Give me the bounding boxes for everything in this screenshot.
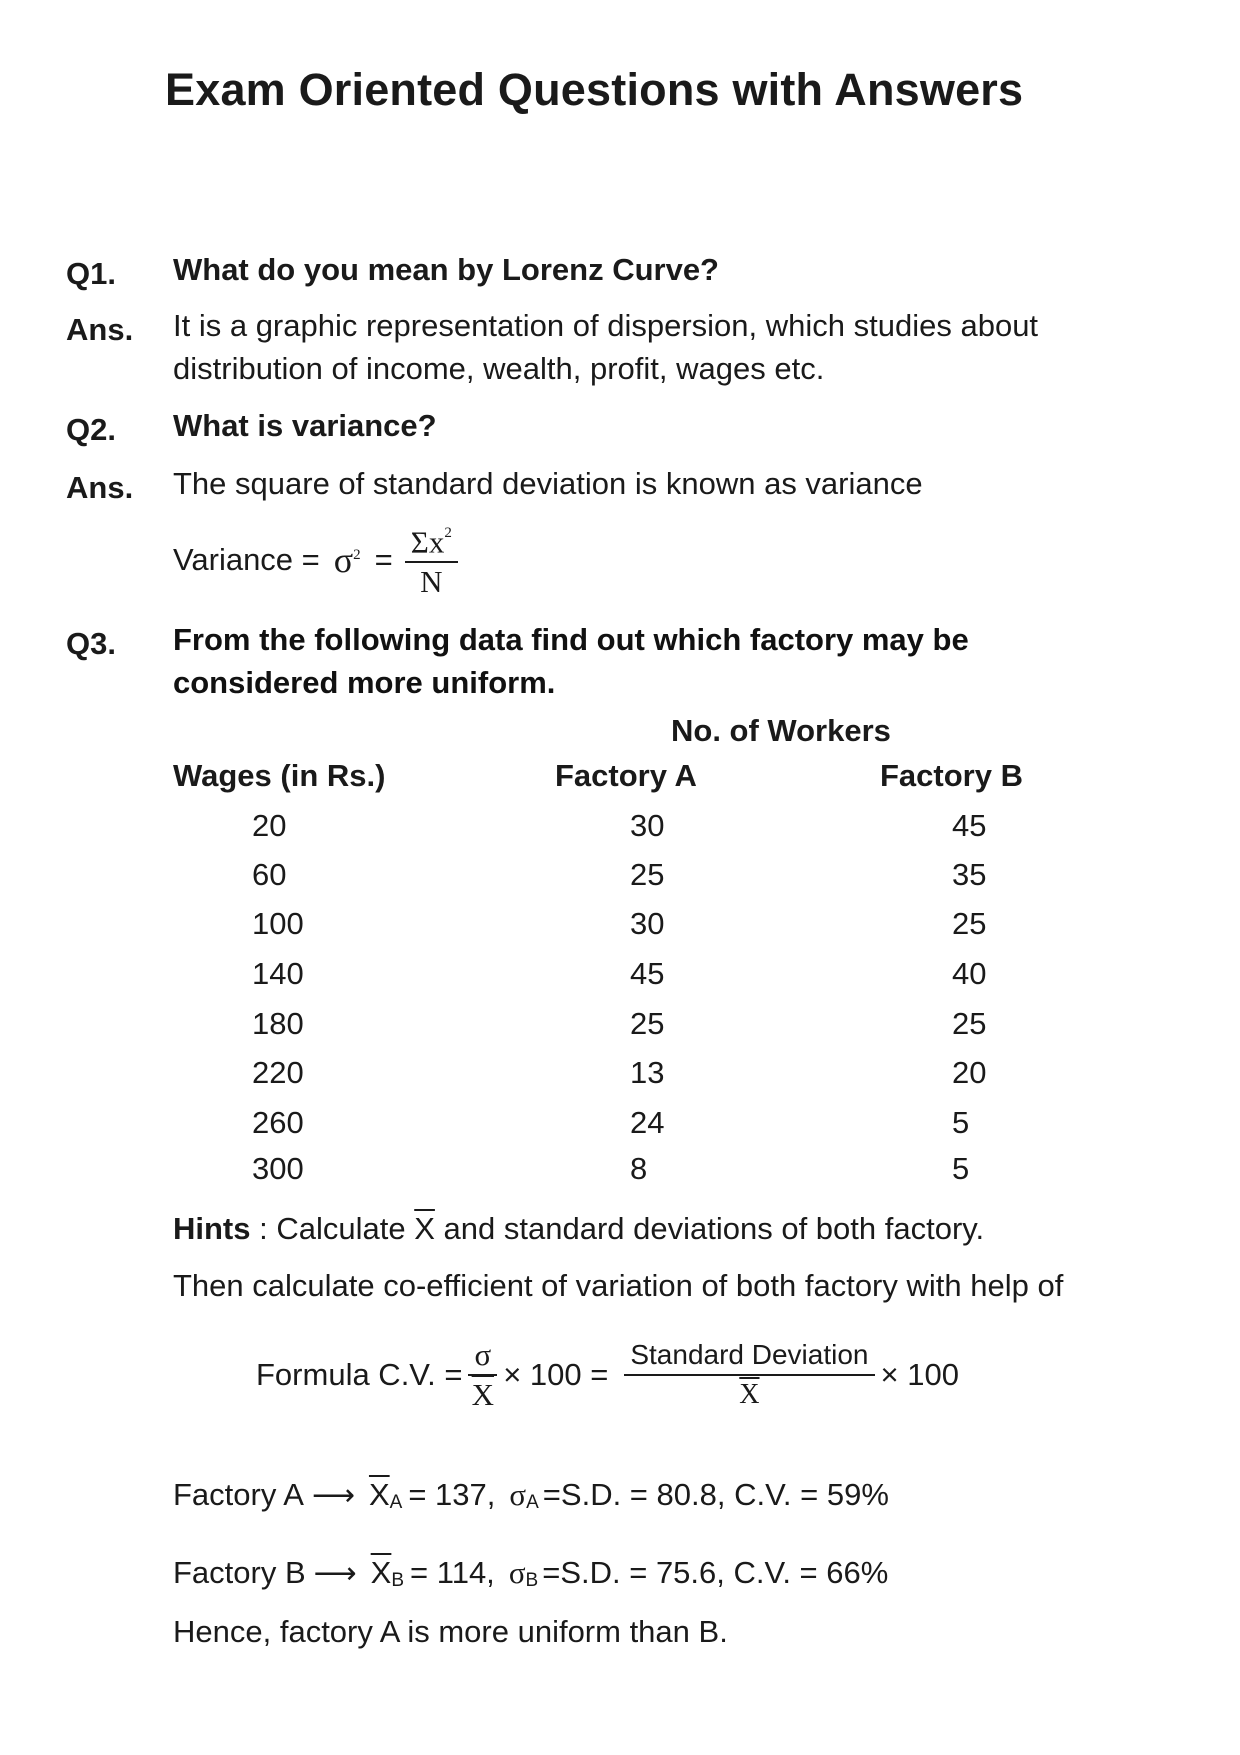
q3-question-line1: From the following data find out which factory may be xyxy=(173,622,969,657)
variance-formula xyxy=(173,520,464,599)
sum-x-squared: Σx xyxy=(410,524,445,560)
cell-wage: 20 xyxy=(252,808,287,843)
cell-factory-a: 30 xyxy=(630,808,665,843)
factory-a-xbar: $\overline{X}$ xyxy=(368,1477,390,1512)
q1-label: Q1. xyxy=(66,256,116,291)
cell-wage: 60 xyxy=(252,857,287,892)
factory-b-sigma: σ xyxy=(508,1555,526,1590)
sigma-symbol: σ xyxy=(333,539,354,580)
cv-xbar-2: X xyxy=(739,1379,760,1410)
factory-a-sd: =S.D. = 80.8, C.V. = 59% xyxy=(542,1477,889,1512)
cell-factory-b: 25 xyxy=(952,1006,987,1041)
factory-a-sub: A xyxy=(389,1492,403,1513)
q2-answer-label: Ans. xyxy=(66,470,134,505)
equals-sign: = xyxy=(374,541,393,577)
table-header-factory-b: Factory B xyxy=(880,758,1023,793)
cell-wage: 140 xyxy=(252,956,304,991)
cv-formula xyxy=(256,1338,959,1412)
table-group-header: No. of Workers xyxy=(671,713,891,748)
cell-factory-b: 20 xyxy=(952,1055,987,1090)
variance-label: Variance = xyxy=(173,541,320,577)
hints-line2: Then calculate co-efficient of variation of both factory with help of xyxy=(173,1268,1064,1303)
cell-factory-a: 24 xyxy=(630,1105,665,1140)
factory-a-label: Factory A xyxy=(173,1477,304,1512)
sd-over-xbar xyxy=(624,1338,874,1412)
variance-fraction xyxy=(405,520,458,599)
hints-text-pre: : Calculate xyxy=(259,1211,406,1246)
factory-a-sigma: σ xyxy=(509,1477,527,1512)
cell-factory-b: 25 xyxy=(952,906,987,941)
cv-times-100-end: × 100 xyxy=(880,1357,959,1392)
factory-b-xbar: $\overline{X}$ xyxy=(370,1555,392,1590)
sigma-square: 2 xyxy=(353,547,361,564)
hints-label: Hints xyxy=(173,1211,251,1246)
factory-a-mean: = 137, xyxy=(408,1477,496,1512)
arrow-icon: ⟶ xyxy=(311,1478,355,1512)
cell-wage: 180 xyxy=(252,1006,304,1041)
factory-a-result xyxy=(173,1477,889,1513)
q2-question: What is variance? xyxy=(173,408,437,443)
factory-b-sigma-sub: B xyxy=(525,1570,539,1591)
table-header-wages: Wages (in Rs.) xyxy=(173,758,386,793)
cell-factory-a: 30 xyxy=(630,906,665,941)
q2-label: Q2. xyxy=(66,412,116,447)
factory-b-sub: B xyxy=(391,1570,405,1591)
factory-b-mean: = 114, xyxy=(410,1555,495,1590)
page-title: Exam Oriented Questions with Answers xyxy=(165,64,1024,115)
cv-sigma: σ xyxy=(468,1338,497,1376)
cv-xbar: X xyxy=(471,1377,495,1412)
x-bar-symbol: $\overline{X}$ xyxy=(414,1211,435,1246)
cv-formula-label: Formula C.V. = xyxy=(256,1357,463,1392)
cell-factory-a: 13 xyxy=(630,1055,665,1090)
hints-line1 xyxy=(173,1207,984,1250)
cell-factory-b: 40 xyxy=(952,956,987,991)
factory-b-result xyxy=(173,1555,888,1591)
q1-question: What do you mean by Lorenz Curve? xyxy=(173,252,719,287)
arrow-icon: ⟶ xyxy=(313,1556,357,1590)
factory-a-sigma-sub: A xyxy=(526,1492,539,1513)
factory-b-label: Factory B xyxy=(173,1555,306,1590)
cell-factory-b: 5 xyxy=(952,1105,970,1140)
q1-answer-line1: It is a graphic representation of dispersion, which studies about xyxy=(173,308,1039,343)
cell-factory-b: 45 xyxy=(952,808,987,843)
cell-factory-b: 35 xyxy=(952,857,987,892)
conclusion: Hence, factory A is more uniform than B. xyxy=(173,1614,728,1649)
cell-factory-a: 25 xyxy=(630,1006,665,1041)
q1-answer-line2: distribution of income, wealth, profit, wages etc. xyxy=(173,351,825,386)
cell-factory-a: 8 xyxy=(630,1151,648,1186)
cv-times-100: × 100 = xyxy=(503,1357,609,1392)
q1-answer-label: Ans. xyxy=(66,312,134,347)
x-square: 2 xyxy=(444,525,452,541)
q2-answer: The square of standard deviation is known as variance xyxy=(173,466,923,501)
n-denominator: N xyxy=(420,564,443,600)
q3-label: Q3. xyxy=(66,626,116,661)
sigma-over-xbar xyxy=(468,1338,497,1412)
hints-text-post: and standard deviations of both factory. xyxy=(443,1211,985,1246)
cell-factory-b: 5 xyxy=(952,1151,970,1186)
cell-factory-a: 45 xyxy=(630,956,665,991)
cell-wage: 300 xyxy=(252,1151,304,1186)
cell-wage: 220 xyxy=(252,1055,304,1090)
cell-factory-a: 25 xyxy=(630,857,665,892)
factory-b-sd: =S.D. = 75.6, C.V. = 66% xyxy=(542,1555,889,1590)
cell-wage: 260 xyxy=(252,1105,304,1140)
q3-question-line2: considered more uniform. xyxy=(173,665,556,700)
table-header-factory-a: Factory A xyxy=(555,758,697,793)
cell-wage: 100 xyxy=(252,906,304,941)
cv-sd-label: Standard Deviation xyxy=(624,1338,874,1376)
